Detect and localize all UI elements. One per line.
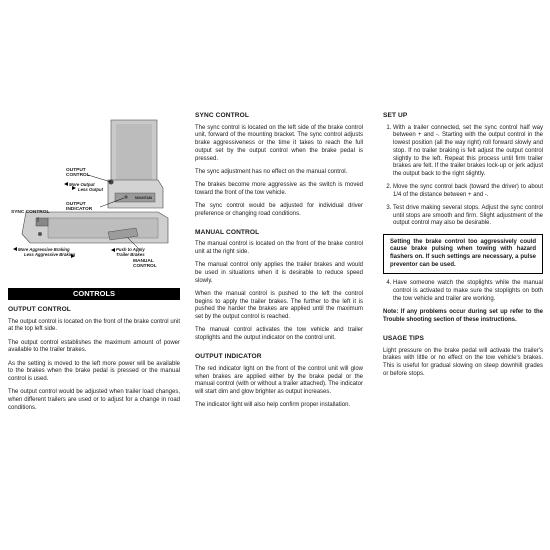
setup-step-2: 2. Move the sync control back (toward the driver) to about 1/4 of the distance between + and -.: [393, 184, 543, 199]
column-sync-manual: [195, 112, 363, 415]
sync-control-knob: [38, 232, 42, 236]
output-indicator-label: OUTPUT INDICATOR: [66, 202, 93, 213]
manual-control-heading: MANUAL CONTROL: [195, 228, 260, 236]
usage-tips-heading: USAGE TIPS: [383, 334, 424, 342]
setup-step-4: 4. Have someone watch the stoplights while the manual control is activated to make sure the stoplights on both the tow vehicle and trailer are working.: [393, 280, 543, 303]
output-paragraph-4: The output control would be adjusted when trailer load changes, when different trailers are used or to adjust for a change in road conditions.: [8, 389, 180, 411]
setup-steps: [383, 125, 543, 228]
column-controls: [8, 288, 180, 418]
sync-paragraph-3: The brakes become more aggressive as the switch is moved toward the front of the tow vehicle.: [195, 181, 363, 196]
controls-banner: CONTROLS: [8, 288, 180, 300]
brake-control-diagram: [8, 110, 180, 285]
sync-paragraph-4: The sync control would be adjusted for individual driver preference or changing road conditions.: [195, 202, 363, 217]
sync-paragraph-2: The sync adjustment has no effect on the manual control.: [195, 168, 348, 175]
manual-paragraph-4: The manual control activates the tow vehicle and trailer stoplights and the output indicator on the control unit.: [195, 327, 363, 341]
more-output-label: More Output: [69, 182, 95, 187]
setup-heading: SET UP: [383, 112, 408, 119]
output-paragraph-2: The output control establishes the maximum amount of power available to the trailer brakes.: [8, 339, 180, 354]
manual-paragraph-2: The manual control only applies the trailer brakes and would be used in situations when it is desirable to reduce speed slowly.: [195, 262, 363, 284]
less-aggressive-label: Less Aggressive Braking: [24, 252, 76, 257]
output-control-label: OUTPUT CONTROL: [66, 168, 90, 179]
output-indicator-light: [124, 195, 127, 198]
sync-paragraph-1: The sync control is located on the left side of the brake control unit, forward of the mounting bracket. The sync control adjusts brake aggressiveness or the time it takes to reach the full output set by the output control when the brake pedal is pressed.: [195, 124, 363, 162]
less-output-label: Less Output: [78, 187, 104, 192]
manual-paragraph-3: When the manual control is pushed to the left the control begins to apply the trailer brakes. The further to the left it is pushed the harder the brakes are applied until the maximum set by the output control is reached.: [195, 290, 363, 321]
output-paragraph-1: The output control is located on the front of the brake control unit at the top left side.: [8, 318, 180, 333]
output-control-heading: OUTPUT CONTROL: [8, 306, 71, 313]
manual-paragraph-1: The manual control is located on the front of the brake control unit at the right side.: [195, 241, 363, 256]
unit-badge: MOUNTAIN: [135, 196, 152, 200]
warning-callout: Setting the brake control too aggressively could cause brake pulsing when towing with hazard flashers on. If such settings are necessary, a pulse preventor can be used.: [383, 234, 543, 275]
usage-tips-paragraph: Light pressure on the brake pedal will activate the trailer's brakes with little or no effect on the tow vehicle's brakes. This is useful for gradual slowing on steep downhill grades or before stops.: [383, 347, 543, 377]
output-paragraph-3: As the setting is moved to the left more power will be available to the brakes when the brake pedal is pressed or the manual control is used.: [8, 360, 180, 382]
manual-control-label: MANUAL CONTROL: [133, 259, 157, 270]
column-setup: [383, 112, 543, 384]
sync-control-heading: SYNC CONTROL: [195, 112, 249, 119]
output-indicator-heading: OUTPUT INDICATOR: [195, 353, 262, 361]
sync-control-label: SYNC CONTROL: [11, 210, 50, 215]
indicator-paragraph-1: The red indicator light on the front of the control unit will glow when brakes are applied either by the brake pedal or the manual control (with or without a trailer attached). The indicator will start dim and glow brighter as output increases.: [195, 365, 363, 395]
more-aggressive-label: More Aggressive Braking: [18, 247, 70, 252]
indicator-paragraph-2: The indicator light will also help confirm proper installation.: [195, 402, 351, 409]
setup-step-1: 1. With a trailer connected, set the sync control half way between + and -. Starting with the output control in the lowest position (all the way right) roll forward slowly and stop. If no trailer braking is felt adjust the output control slightly to the left. Repeat this process until firm trailer brakes are felt. If the trailer brakes lock-up or jerk adjust the output back to the right slightly.: [393, 125, 543, 179]
setup-steps-continued: [383, 280, 543, 303]
setup-step-3: 3. Test drive making several stops. Adjust the sync control until stops are smooth and firm. Slight adjustment of the output control may also be desirable.: [393, 205, 543, 228]
troubleshooting-note: Note: If any problems occur during set up refer to the Trouble shooting section of these instructions.: [383, 309, 543, 323]
push-to-apply-label: Push to Apply Trailer Brakes: [116, 247, 145, 257]
